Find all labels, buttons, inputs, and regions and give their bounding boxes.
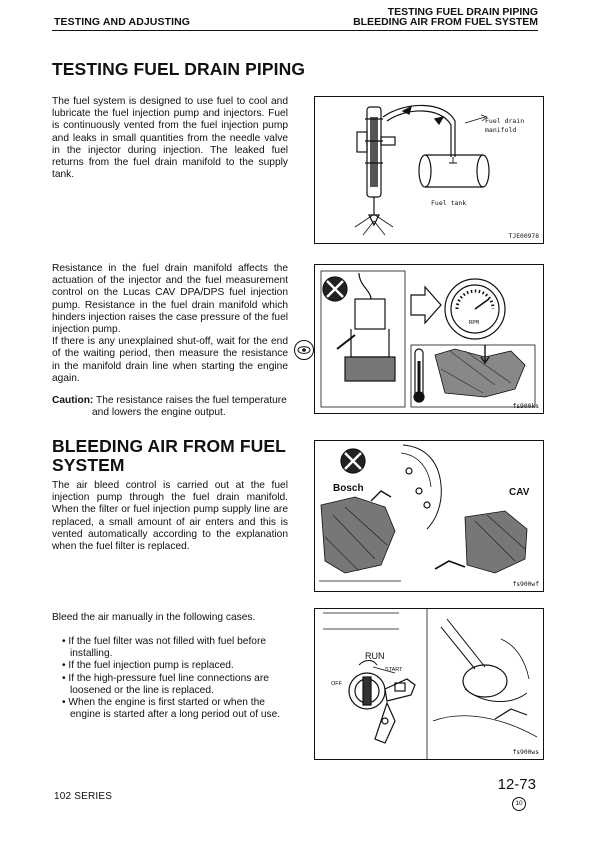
figure-code: fs900ks bbox=[512, 403, 539, 410]
figure-fuel-drain-piping bbox=[314, 96, 544, 244]
header-titles bbox=[353, 7, 538, 27]
label-drain-manifold-1: Fuel drain bbox=[485, 117, 525, 125]
bleeding-title-line2: SYSTEM bbox=[52, 455, 125, 475]
series-label: 102 SERIES bbox=[54, 791, 113, 802]
revision-mark: 10 bbox=[512, 797, 526, 811]
eye-icon-graphic bbox=[295, 341, 313, 359]
header-title-1: TESTING FUEL DRAIN PIPING bbox=[387, 6, 538, 18]
drain-resistance-text bbox=[52, 263, 288, 385]
figure-code: TJE00978 bbox=[508, 233, 539, 240]
drain-piping-intro: The fuel system is designed to use fuel to cool and lubricate the fuel injection pump and injectors. Fuel is continuously vented from the fuel injection pump and leaks in small quantities from the needle valve in the injector during injection. The leaked fuel returns from the fuel drain manifold to the supply tank. bbox=[52, 96, 288, 181]
header-title-2: BLEEDING AIR FROM FUEL SYSTEM bbox=[353, 16, 538, 28]
list-item: • When the engine is first started or when the engine is started after a long period out of use. bbox=[62, 697, 281, 721]
figure-bosch-cav-pumps bbox=[314, 440, 544, 592]
list-item: • If the fuel filter was not filled with fuel before installing. bbox=[62, 636, 267, 660]
eye-icon bbox=[294, 340, 314, 360]
list-item: • If the high-pressure fuel line connections are loosened or the line is replaced. bbox=[62, 672, 269, 696]
caution-note bbox=[52, 395, 288, 419]
drain-resistance-diagram bbox=[315, 265, 543, 413]
figure-drain-resistance bbox=[314, 264, 544, 414]
bleed-cases-list bbox=[62, 636, 290, 721]
switch-start-label: START bbox=[385, 667, 403, 673]
bleeding-intro: The air bleed control is carried out at the fuel injection pump through the fuel drain manifold. When the filter or fuel injection pump supply line are replaced, a small amount of air enters and this is vented automatically according to the explanation when the fuel filter is replaced. bbox=[52, 480, 288, 553]
drain-resistance-para: Resistance in the fuel drain manifold affects the actuation of the injector and the fuel measurement control on the Lucas CAV DPA/DPS fuel injection pump. Resistance in the fuel drain manifold which hinders injection raises the case pressure of the fuel injection pump. bbox=[52, 263, 288, 336]
label-drain-manifold-2: manifold bbox=[485, 126, 517, 134]
pump-bleed-diagram bbox=[315, 441, 543, 591]
caution-text-1: The resistance raises the fuel temperature bbox=[95, 395, 287, 406]
shutoff-para: If there is any unexplained shut-off, wait for the end of the waiting period, then measure the resistance in the manifold drain line when starting the engine again. bbox=[52, 336, 288, 384]
page-number: 12-73 bbox=[497, 776, 536, 793]
list-item: • If the fuel injection pump is replaced. bbox=[62, 660, 234, 672]
figure-key-switch bbox=[314, 608, 544, 760]
figure-code: fs900ws bbox=[512, 749, 539, 756]
section-title-bleeding bbox=[52, 437, 286, 475]
switch-off-label: OFF bbox=[331, 681, 342, 687]
caution-text-2: and lowers the engine output. bbox=[92, 407, 226, 419]
header-section: TESTING AND ADJUSTING bbox=[54, 16, 191, 28]
label-bosch: Bosch bbox=[333, 483, 364, 494]
gauge-rpm-label: RPM bbox=[469, 320, 479, 326]
key-switch-diagram bbox=[315, 609, 543, 759]
switch-run-label: RUN bbox=[365, 651, 385, 661]
figure-code: fs900wf bbox=[512, 581, 539, 588]
section-title-drain-piping: TESTING FUEL DRAIN PIPING bbox=[52, 59, 306, 79]
header-rule bbox=[52, 30, 538, 31]
bleeding-title-line1: BLEEDING AIR FROM FUEL bbox=[52, 436, 286, 456]
label-cav: CAV bbox=[509, 487, 530, 498]
caution-label: Caution: bbox=[52, 395, 94, 406]
bleed-manual-intro: Bleed the air manually in the following cases. bbox=[52, 612, 256, 623]
label-fuel-tank: Fuel tank bbox=[431, 199, 467, 207]
